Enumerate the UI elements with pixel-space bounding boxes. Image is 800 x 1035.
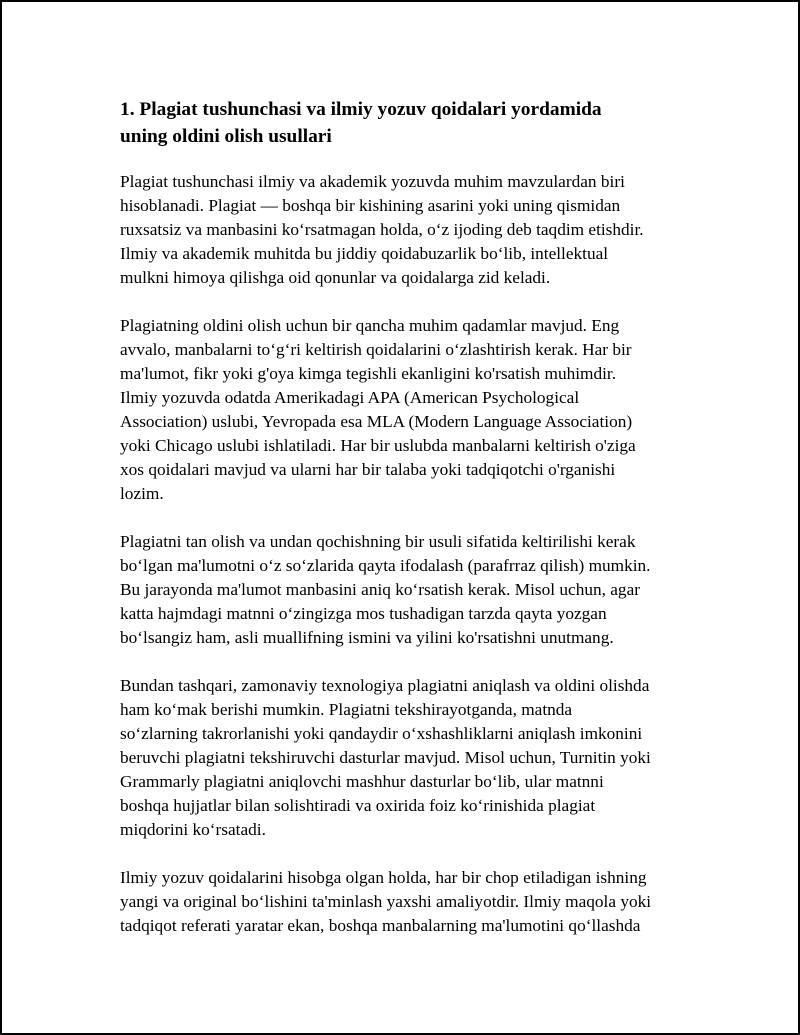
paragraph-technology: Bundan tashqari, zamonaviy texnologiya plagiatni aniqlash va oldini olishda ham koʻmak berishi mumkin. Plagiatni tekshirayotganda, matnda soʻzlarning takrorlanishi yoki qandaydir oʻxshashliklarni aniqlash imkonini beruvchi plagiatni tekshiruvchi dasturlar mavjud. Misol uchun, Turnitin yoki Grammarly plagiatni aniqlovchi mashhur dasturlar boʻlib, ular matnni boshqa hujjatlar bilan solishtiradi va oxirida foiz koʻrinishida plagiat miqdorini koʻrsatadi.	[120, 676, 651, 839]
paragraph-prevention: Plagiatning oldini olish uchun bir qancha muhim qadamlar mavjud. Eng avvalo, manbalarni toʻgʻri keltirish qoidalarini oʻzlashtirish kerak. Har bir ma'lumot, fikr yoki g'oya kimga tegishli ekanligini ko'rsatish muhimdir. Ilmiy yozuvda odatda Amerikadagi APA (American Psychological Association) uslubi, Yevropada esa MLA (Modern Language Association) yoki Chicago uslubi ishlatiladi. Har bir uslubda manbalarni keltirish o'ziga xos qoidalari mavjud va ularni har bir talaba yoki tadqiqotchi o'rganishi lozim.	[120, 316, 636, 503]
paragraph-intro: Plagiat tushunchasi ilmiy va akademik yozuvda muhim mavzulardan biri hisoblanadi. Plagiat — boshqa bir kishining asarini yoki uning qismidan ruxsatsiz va manbasini koʻrsatmagan holda, oʻz ijoding deb taqdim etishdir. Ilmiy va akademik muhitda bu jiddiy qoidabuzarlik boʻlib, intellektual mulkni himoya qilishga oid qonunlar va qoidalarga zid keladi.	[120, 172, 644, 287]
document-body	[120, 96, 690, 962]
section-heading: 1. Plagiat tushunchasi va ilmiy yozuv qoidalari yordamida uning oldini olish usullari	[120, 99, 602, 147]
paragraph-paraphrase: Plagiatni tan olish va undan qochishning bir usuli sifatida keltirilishi kerak boʻlgan ma'lumotni oʻz soʻzlarida qayta ifodalash (parafrraz qilish) mumkin. Bu jarayonda ma'lumot manbasini aniq koʻrsatish kerak. Misol uchun, agar katta hajmdagi matnni oʻzingizga mos tushadigan tarzda qayta yozgan boʻlsangiz ham, asli muallifning ismini va yilini ko'rsatishni unutmang.	[120, 532, 651, 647]
paragraph-originality: Ilmiy yozuv qoidalarini hisobga olgan holda, har bir chop etiladigan ishning yangi va original boʻlishini ta'minlash yaxshi amaliyotdir. Ilmiy maqola yoki tadqiqot referati yaratar ekan, boshqa manbalarning ma'lumotini qoʻllashda	[120, 868, 652, 935]
